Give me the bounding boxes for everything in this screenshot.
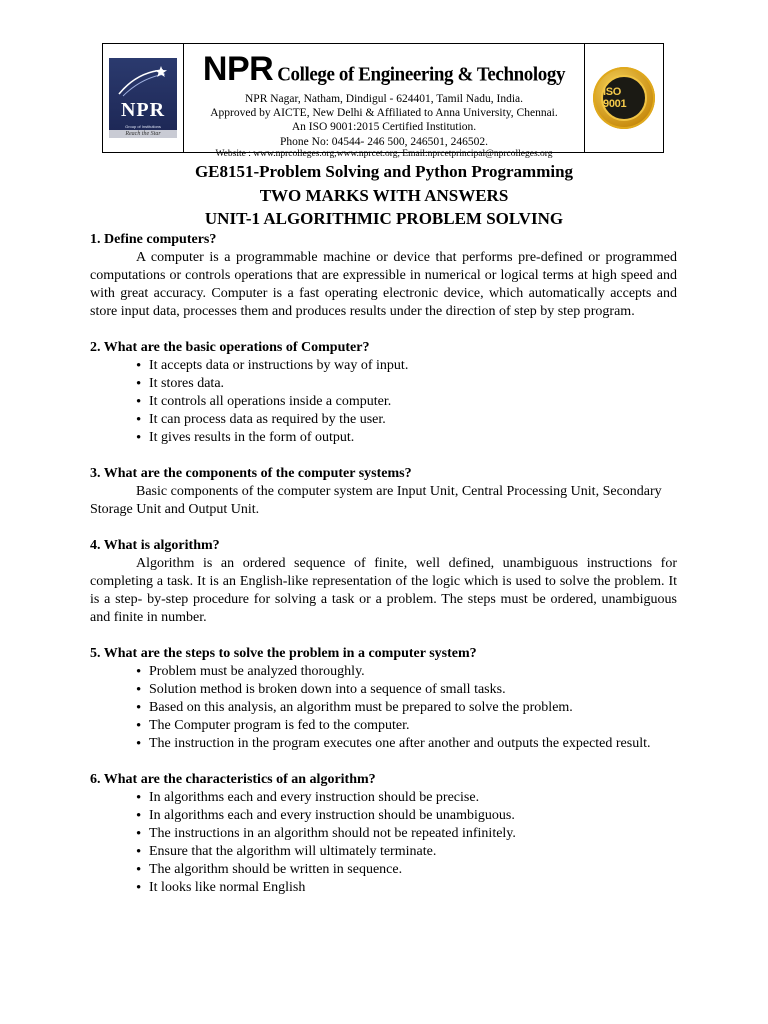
college-name: College of Engineering & Technology	[277, 63, 566, 86]
list-item: • It gives results in the form of output.	[136, 429, 677, 447]
question-4: 4. What is algorithm?	[90, 538, 220, 553]
list-item: • It can process data as required by the user.	[136, 411, 677, 429]
logo-cell	[103, 44, 184, 152]
college-phone: Phone No: 04544- 246 500, 246501, 246502.	[280, 135, 488, 148]
list-item: • The Computer program is fed to the computer.	[136, 717, 677, 735]
college-address: NPR Nagar, Natham, Dindigul - 624401, Tamil Nadu, India.	[245, 92, 523, 105]
logo-subtext: Group of Institutions	[125, 124, 161, 129]
question-5: 5. What are the steps to solve the problem in a computer system?	[90, 646, 477, 661]
answer-4: Algorithm is an ordered sequence of finite, well defined, unambiguous instructions for completing a task. It is an English-like representation of the logic which is used to solve the problem. It is a step- by-step procedure for solving a task or a problem. The steps must be ordered, unambiguous and finite in number.	[90, 556, 677, 625]
logo-text: NPR	[120, 99, 166, 121]
iso-cell	[584, 44, 663, 152]
list-item: • It stores data.	[136, 375, 677, 393]
answer-5-list	[90, 663, 677, 753]
list-item: • It looks like normal English	[136, 879, 677, 897]
college-approval: Approved by AICTE, New Delhi & Affiliated to Anna University, Chennai.	[210, 106, 558, 119]
answer-2-list	[90, 357, 677, 447]
list-item: • It accepts data or instructions by way of input.	[136, 357, 677, 375]
list-item: • The algorithm should be written in sequence.	[136, 861, 677, 879]
brand-name: NPR	[202, 50, 274, 88]
iso-seal-icon	[593, 67, 655, 129]
subtitle: TWO MARKS WITH ANSWERS	[259, 185, 509, 205]
question-2: 2. What are the basic operations of Computer?	[90, 340, 370, 355]
document-titles	[0, 160, 768, 231]
iso-seal-text: ISO 9001	[603, 86, 627, 110]
npr-logo	[109, 58, 177, 138]
answer-6-list	[90, 789, 677, 897]
question-1: 1. Define computers?	[90, 232, 217, 247]
answer-3: Basic components of the computer system are Input Unit, Central Processing Unit, Secondary Storage Unit and Output Unit.	[90, 484, 662, 517]
list-item: • The instructions in an algorithm should not be repeated infinitely.	[136, 825, 677, 843]
list-item: • Based on this analysis, an algorithm must be prepared to solve the problem.	[136, 699, 677, 717]
list-item: • In algorithms each and every instruction should be precise.	[136, 789, 677, 807]
list-item: • Solution method is broken down into a sequence of small tasks.	[136, 681, 677, 699]
list-item: • The instruction in the program executes one after another and outputs the expected result.	[136, 735, 677, 753]
list-item: • Problem must be analyzed thoroughly.	[136, 663, 677, 681]
college-header	[102, 43, 664, 159]
answer-1: A computer is a programmable machine or device that performs pre-defined or programmed computations or controls operations that are expressible in numerical or logical terms at high speed and with great accuracy. Computer is a fast operating electronic device, which automatically accepts and store input data, processes them and produces results under the direction of step by step program.	[90, 250, 677, 319]
college-info	[184, 44, 584, 159]
qa-content	[90, 231, 677, 897]
star-swoosh-icon	[117, 64, 169, 98]
question-3: 3. What are the components of the computer systems?	[90, 466, 412, 481]
college-title	[184, 48, 584, 91]
logo-tagline: Reach the Star	[109, 130, 177, 138]
unit-title: UNIT-1 ALGORITHMIC PROBLEM SOLVING	[204, 209, 564, 228]
course-title: GE8151-Problem Solving and Python Programming	[194, 162, 574, 181]
list-item: • It controls all operations inside a computer.	[136, 393, 677, 411]
list-item: • In algorithms each and every instruction should be unambiguous.	[136, 807, 677, 825]
list-item: • Ensure that the algorithm will ultimately terminate.	[136, 843, 677, 861]
college-website: Website : www.nprcolleges.org,www.nprcet.org, Email:nprcetprincipal@nprcolleges.org	[215, 149, 553, 159]
question-6: 6. What are the characteristics of an algorithm?	[90, 772, 376, 787]
college-iso: An ISO 9001:2015 Certified Institution.	[291, 121, 477, 134]
